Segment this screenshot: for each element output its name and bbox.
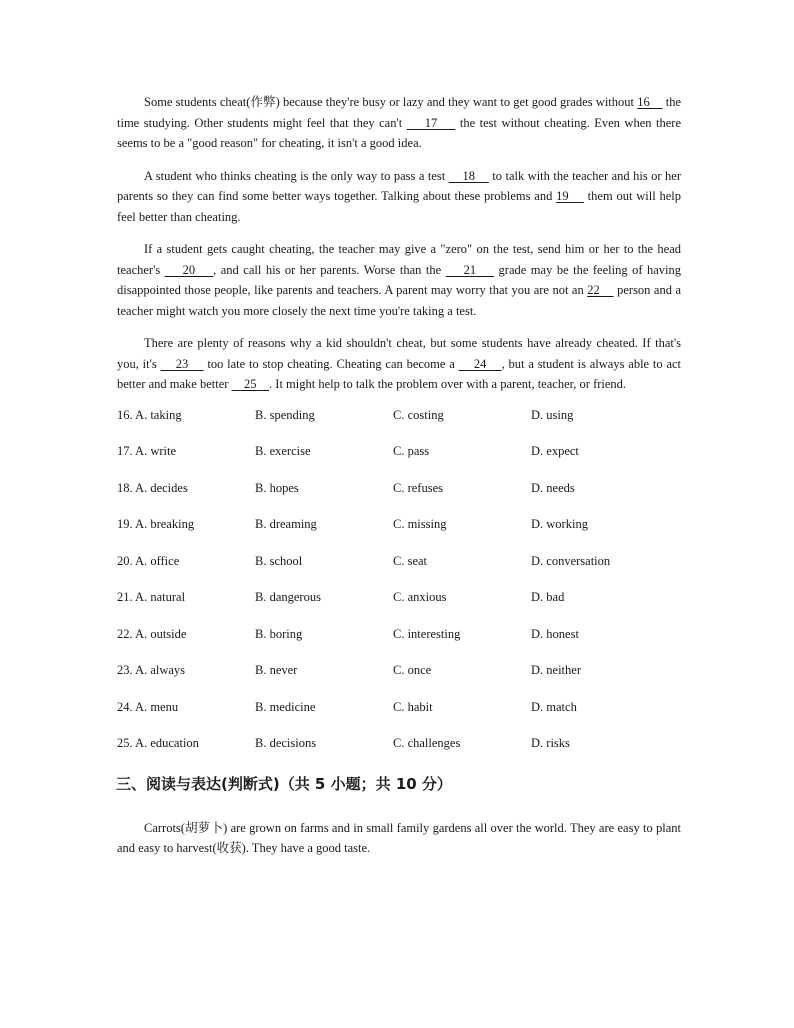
option-d: D. match xyxy=(531,699,577,714)
section-heading: 三、阅读与表达(判断式)（共 5 小题；共 10 分） xyxy=(116,774,452,793)
question-row xyxy=(117,589,681,626)
blank-20: 20 xyxy=(164,262,214,277)
option-a: 21. A. natural xyxy=(117,590,186,604)
blank-21: 21 xyxy=(445,262,495,277)
passage-text: Some students cheat(作弊) because they're busy or lazy and they want to get good grades without xyxy=(144,95,638,109)
document-page xyxy=(117,92,681,871)
question-row xyxy=(117,553,681,590)
option-c: C. seat xyxy=(393,553,428,568)
question-row xyxy=(117,443,681,480)
option-c: C. refuses xyxy=(393,480,443,495)
passage-text: grade may be the feeling of having disappointed those people, like parents and teachers. A parent may worry that you are not an xyxy=(117,262,681,297)
answer-options xyxy=(117,407,681,772)
passage-text: There are plenty of reasons why a kid shouldn't cheat, but some students have already cheated. If that's you, it's xyxy=(117,336,681,371)
option-c: C. habit xyxy=(393,699,433,714)
option-b: B. medicine xyxy=(255,699,316,714)
option-a: 17. A. write xyxy=(117,444,177,458)
option-c: C. challenges xyxy=(393,736,461,750)
section-paragraph: Carrots(胡萝卜) are grown on farms and in small family gardens all over the world. They are easy to plant and easy to harvest(收获). They have a good taste. xyxy=(117,820,681,855)
passage-text: , and call his or her parents. Worse than the xyxy=(213,262,446,277)
passage-text: them out will help feel better than cheating. xyxy=(117,189,682,224)
blank-19: 19 xyxy=(556,189,584,203)
option-b: B. dangerous xyxy=(255,590,321,604)
blank-24: 24 xyxy=(458,356,502,371)
question-row xyxy=(117,407,681,444)
option-b: B. exercise xyxy=(255,444,311,458)
option-c: C. pass xyxy=(393,444,430,458)
passage-text: . It might help to talk the problem over with a parent, teacher, or friend. xyxy=(269,377,627,391)
blank-25: 25 xyxy=(231,377,270,391)
passage-paragraph xyxy=(117,333,681,395)
option-b: B. boring xyxy=(255,626,303,641)
option-d: D. honest xyxy=(531,626,579,641)
option-d: D. working xyxy=(531,517,588,531)
blank-22: 22 xyxy=(587,283,614,297)
question-row xyxy=(117,516,681,553)
passage-text: to talk with the teacher and his or her parents so they can find some better ways together. Talking about these problems and xyxy=(117,168,682,203)
question-row xyxy=(117,480,681,517)
option-d: D. needs xyxy=(531,480,575,495)
option-b: B. never xyxy=(255,663,298,677)
option-b: B. spending xyxy=(255,407,315,422)
option-d: D. using xyxy=(531,407,574,422)
option-c: C. once xyxy=(393,663,432,677)
blank-16: 16 xyxy=(637,95,663,109)
option-a: 18. A. decides xyxy=(117,480,188,495)
blank-18: 18 xyxy=(448,168,489,183)
option-c: C. interesting xyxy=(393,626,461,641)
option-b: B. school xyxy=(255,553,303,568)
cloze-passage xyxy=(117,92,681,395)
option-a: 20. A. office xyxy=(117,553,180,568)
option-b: B. hopes xyxy=(255,480,299,495)
option-a: 25. A. education xyxy=(117,736,199,750)
passage-text: too late to stop cheating. Cheating can become a xyxy=(203,356,459,371)
option-d: D. expect xyxy=(531,444,579,458)
question-row xyxy=(117,626,681,663)
question-row xyxy=(117,735,681,772)
passage-text: , but a student is always able to act better and make better xyxy=(117,356,682,391)
passage-text: A student who thinks cheating is the only way to pass a test xyxy=(144,168,449,183)
option-c: C. costing xyxy=(393,407,444,422)
option-a: 23. A. always xyxy=(117,663,186,677)
option-b: B. decisions xyxy=(255,736,317,750)
option-a: 24. A. menu xyxy=(117,699,179,714)
option-d: D. conversation xyxy=(531,553,611,568)
passage-paragraph xyxy=(117,239,681,321)
option-d: D. neither xyxy=(531,663,581,677)
option-b: B. dreaming xyxy=(255,517,317,531)
option-c: C. missing xyxy=(393,517,447,531)
option-d: D. risks xyxy=(531,736,570,750)
option-a: 22. A. outside xyxy=(117,626,187,641)
passage-text: person and a teacher might watch you more closely the next time you're taking a test. xyxy=(117,283,681,318)
option-c: C. anxious xyxy=(393,590,447,604)
passage-text: the time studying. Other students might feel that they can't xyxy=(117,95,681,130)
question-row xyxy=(117,662,681,699)
passage-paragraph xyxy=(117,166,681,228)
blank-23: 23 xyxy=(160,356,204,371)
passage-text: the test without cheating. Even when there seems to be a "good reason" for cheating, it isn't a good idea. xyxy=(117,115,682,150)
blank-17: 17 xyxy=(406,115,456,130)
option-d: D. bad xyxy=(531,590,565,604)
option-a: 19. A. breaking xyxy=(117,517,195,531)
passage-paragraph xyxy=(117,92,681,154)
option-a: 16. A. taking xyxy=(117,407,182,422)
question-row xyxy=(117,699,681,736)
passage-text: If a student gets caught cheating, the teacher may give a "zero" on the test, send him or her to the head teacher's xyxy=(117,242,681,277)
